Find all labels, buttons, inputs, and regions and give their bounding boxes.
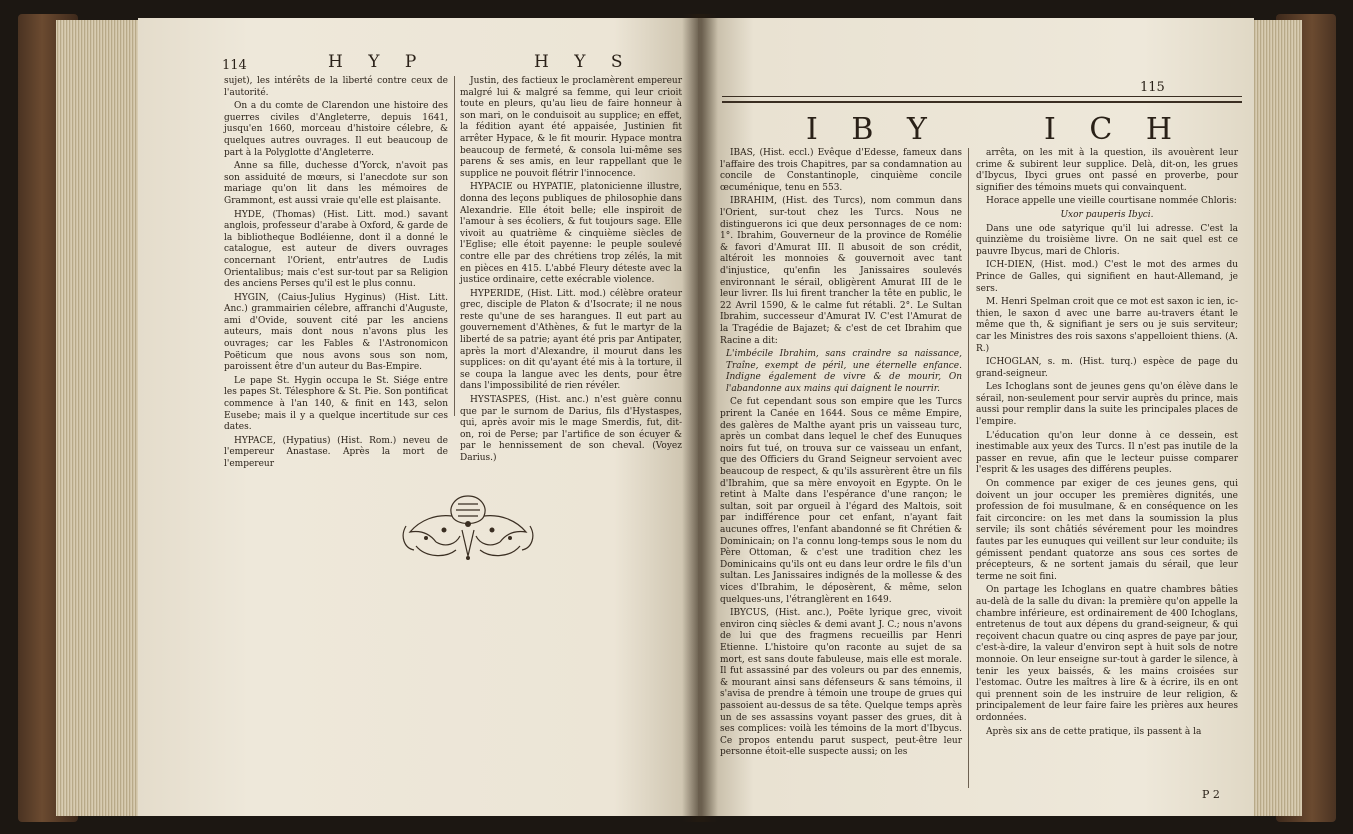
paragraph: On commence par exiger de ces jeunes gens, qui doivent un jour occuper les premières dignités, une profession de foi musulmane, & en conséquence on les fait circoncire: on les met dans la soumission la plus servile; ils sont châtiés sévérement pour les moindres fautes par les eunuques qui veillent sur leur conduite; ils gémissent pendant quatorze ans sous ces sortes de précepteurs, & ne sortent jamais du sérail, que leur terme ne soit fini. [976, 479, 1238, 582]
right-page-column-1 [720, 148, 962, 761]
book [18, 14, 1336, 822]
right-page [698, 18, 1254, 816]
paragraph: HYPACIE ou HYPATIE, platonicienne illustre, donna des leçons publiques de philosophie dans Alexandrie. Elle étoit belle; elle inspiroit de l'amour à ses écoliers, & fut toujours sage. Elle vivoit au quatrième & cinquième siècles de l'Eglise; elle étoit payenne: le peuple soulevé contre elle par des chrétiens trop zélés, la mit en pièces en 415. L'abbé Fleury déteste avec la justice ordinaire, cette exécrable violence. [460, 182, 682, 286]
left-page [138, 18, 698, 816]
paragraph: IBYCUS, (Hist. anc.), Poëte lyrique grec, vivoit environ cinq siècles & demi avant J. C.; nous n'avons de lui que des fragmens recueillis par Henri Etienne. L'histoire qu'on raconte au sujet de sa mort, est sans doute fabuleuse, mais elle est morale. Il fut assassiné par des voleurs ou par des ennemis, & mourant ainsi sans défenseurs & sans témoins, il s'avisa de prendre à témoin une troupe de grues qui passoient au-dessus de sa tête. Quelque temps après un de ses assassins voyant passer des grues, dit à ses complices: voilà les témoins de la mort d'Ibycus. Ce propos entendu parut suspect, peut-être leur personne étoit-elle suspecte aussi; on les [720, 608, 962, 758]
section-title-right: I C H [1044, 112, 1185, 147]
paragraph: arrêta, on les mit à la question, ils avouèrent leur crime & subirent leur supplice. Delà, dit-on, les grues d'Ibycus, Ibyci grues ont passé en proverbe, pour signifier des témoins muets qui convainquent. [976, 148, 1238, 193]
left-page-column-2 [460, 76, 682, 467]
paragraph: Le pape St. Hygin occupa le St. Siége entre les papes St. Télesphore & St. Pie. Son pontificat commence à l'an 140, & finit en 143, selon Eusebe; mais il y a quelque incertitude sur ces dates. [224, 375, 448, 433]
paragraph: Anne sa fille, duchesse d'Yorck, n'avoit pas son assiduité de mœurs, si l'anecdote sur son mariage qu'on lit dans les mémoires de Grammont, est aussi vraie qu'elle est plaisante. [224, 161, 448, 206]
paragraph: Horace appelle une vieille courtisane nommée Chloris: [986, 196, 1237, 207]
paragraph: IBAS, (Hist. eccl.) Evêque d'Edesse, fameux dans l'affaire des trois Chapitres, par sa condamnation au concile de Constantinople, cinquième concile œcuménique, tenu en 553. [720, 148, 962, 193]
running-head-left: H Y P [328, 52, 427, 72]
paragraph: ICH-DIEN, (Hist. mod.) C'est le mot des armes du Prince de Galles, qui signifient en haut-Allemand, je sers. [976, 260, 1238, 294]
paragraph: HYPACE, (Hypatius) (Hist. Rom.) neveu de l'empereur Anastase. Après la mort de l'empereur [224, 435, 448, 469]
paragraph: ICHOGLAN, s. m. (Hist. turq.) espèce de page du grand-seigneur. [976, 357, 1238, 379]
paragraph: L'éducation qu'on leur donne à ce dessein, est inestimable aux yeux des Turcs. Il n'est pas inutile de la passer en revue, afin que le lecteur puisse comparer l'esprit & les usages des différens peuples. [976, 430, 1238, 476]
paragraph: HYPERIDE, (Hist. Litt. mod.) célèbre orateur grec, disciple de Platon & d'Isocrate; il ne nous reste qu'une de ses harangues. Il eut part au gouvernement d'Athènes, & fut le martyr de la liberté de sa patrie; ayant été pris par Antipater, après la mort d'Alexandre, il mourut dans les supplices: on dit qu'ayant été mis à la torture, il se coupa la langue avec les dents, pour être dans l'impossibilité de rien révéler. [460, 288, 682, 392]
column-divider [454, 76, 455, 416]
paragraph: IBRAHIM, (Hist. des Turcs), nom commun dans l'Orient, sur-tout chez les Turcs. Nous ne distinguerons ici que deux personnages de ce nom: 1°. Ibrahim, Gouverneur de la province de Romélie & favori d'Amurat III. Il abusoit de son crédit, altéroit les monnoies & gouvernoit avec tant d'injustice, qu'enfin les Janissaires soulevés environnant le sérail, obligèrent Amurat III de le leur livrer. Ils lui firent trancher la tête en public, le 22 Avril 1590, & le calme fut rétabli. 2°. Le Sultan Ibrahim, successeur d'Amurat IV. C'est l'Amurat de la Tragédie de Bajazet; & c'est de cet Ibrahim que Racine a dit: [720, 196, 962, 346]
paragraph: M. Henri Spelman croit que ce mot est saxon ic ien, ic-thien, le saxon d avec une barre au-travers étant le même que th, & signifiant je sers ou je suis serviteur; car les Ministres des rois saxons s'appelloient thiens. (A. R.) [976, 297, 1238, 354]
paragraph: HYSTASPES, (Hist. anc.) n'est guère connu que par le surnom de Darius, fils d'Hystaspes, qui, après avoir mis le mage Smerdis, fut, dit-on, roi de Perse; par l'artifice de son écuyer & par le hennissement de son cheval. (Voyez Darius.) [460, 395, 682, 463]
paragraph: Uxor pauperis Ibyci. [1060, 209, 1154, 220]
header-rule [722, 96, 1242, 103]
signature-mark: P 2 [1202, 788, 1220, 801]
ornament-vignette [396, 486, 540, 566]
paragraph: L'imbécile Ibrahim, sans craindre sa naissance, Traîne, exempt de péril, une éternelle enfance. Indigne également de vivre & de mourir, On l'abandonne aux mains qui daignent le nourrir. [726, 349, 962, 394]
paragraph: Justin, des factieux le proclamèrent empereur malgré lui & malgré sa femme, qui leur crioit toute en pleurs, qu'au lieu de faire honneur à son mari, on le conduisoit au supplice; en effet, la fédition ayant été appaisée, Justinien fit arrêter Hypace, & le fit mourir. Hypace montra beaucoup de fermeté, & consola lui-même ses parens & ses amis, en leur rappellant que le supplice ne pouvoit flétrir l'innocence. [460, 76, 682, 179]
running-head-right: H Y S [534, 52, 633, 72]
paragraph: On a du comte de Clarendon une histoire des guerres civiles d'Angleterre, depuis 1641, jusqu'en 1660, morceau d'histoire célebre, & quelques autres ouvrages. Il eut beaucoup de part à la Polyglotte d'Angleterre. [224, 101, 448, 158]
column-divider [968, 148, 969, 788]
paragraph: sujet), les intérêts de la liberté contre ceux de l'autorité. [224, 76, 448, 98]
paragraph: Après six ans de cette pratique, ils passent à la [986, 726, 1202, 737]
page-number-right: 115 [1140, 80, 1165, 95]
page-number-left: 114 [222, 58, 247, 73]
page-edges-left [56, 20, 146, 816]
paragraph: HYDE, (Thomas) (Hist. Litt. mod.) savant anglois, professeur d'arabe à Oxford, & garde de la bibliotheque Bodléienne, dont il a donné le catalogue, est auteur de divers ouvrages concernant l'Orient, entr'autres de Ludis Orientalibus; mais c'est sur-tout par sa Religion des anciens Perses qu'il est le plus connu. [224, 209, 448, 290]
left-page-column-1 [224, 76, 448, 473]
paragraph: Ce fut cependant sous son empire que les Turcs prirent la Canée en 1644. Sous ce même Empire, des galères de Malthe ayant pris un vaisseau turc, après un combat dans lequel le chef des Eunuques noirs fut tué, on trouva sur ce vaisseau un enfant, que des Officiers du Grand Seigneur servoient avec beaucoup de respect, & qu'ils assurèrent être un fils d'Ibrahim, que sa mère envoyoit en Egypte. On le retint à Malte dans l'espérance d'une rançon; le sultan, soit par orgueil à l'égard des Maltois, soit par indifférence pour cet enfant, n'ayant fait aucunes offres, l'enfant abandonné se fit Chrétien & Dominicain; on l'a connu long-temps sous le nom du Père Ottoman, & c'est une tradition chez les Dominicains qu'ils ont eu dans leur ordre le fils d'un sultan. Les Janissaires indignés de la mollesse & des vices d'Ibrahim, le déposèrent, & même, selon quelques-uns, l'étranglèrent en 1649. [720, 397, 962, 605]
book-gutter [682, 14, 718, 822]
paragraph: HYGIN, (Caius-Julius Hyginus) (Hist. Litt. Anc.) grammairien célebre, affranchi d'Auguste, ami d'Ovide, souvent cité par les anciens auteurs, mais dont nous n'avons plus les ouvrages; car les Fables & l'Astronomicon Poëticum que nous avons sous son nom, paroissent être d'un auteur du Bas-Empire. [224, 292, 448, 373]
section-title-left: I B Y [806, 112, 939, 147]
paragraph: Les Ichoglans sont de jeunes gens qu'on élève dans le sérail, non-seulement pour servir auprès du prince, mais aussi pour remplir dans la suite les principales places de l'empire. [976, 382, 1238, 428]
right-page-column-2 [976, 148, 1238, 740]
paragraph: Dans une ode satyrique qu'il lui adresse. C'est la quinzième du troisième livre. On ne sait quel est ce pauvre Ibycus, mari de Chloris. [976, 223, 1238, 257]
paragraph: On partage les Ichoglans en quatre chambres bâties au-delà de la salle du divan: la première qu'on appelle la chambre inférieure, est ordinairement de 400 Ichoglans, entretenus de tout aux dépens du grand-seigneur, & qui reçoivent chacun quatre ou cinq aspres de paye par jour, c'est-à-dire, la valeur d'environ sept à huit sols de notre monnoie. On leur enseigne sur-tout à garder le silence, à tenir les yeux baissés, & les mains croisées sur l'estomac. Outre les maîtres à lire & à écrire, ils en ont qui prennent soin de les instruire de leur religion, & principalement de leur faire faire les prières aux heures ordonnées. [976, 585, 1238, 723]
